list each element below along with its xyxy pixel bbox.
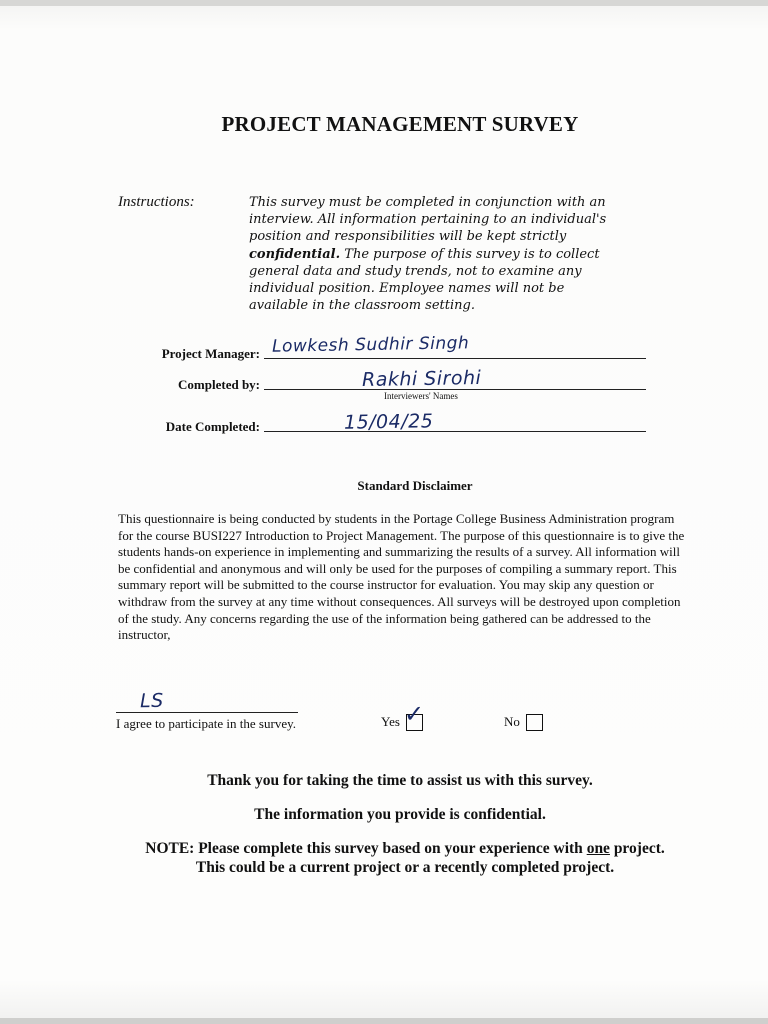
instructions-text-part2: The purpose of this survey is to collect general data and study trends, not to examine any individual position. Employee names will not be available in the classroom setting.: [249, 246, 600, 314]
confidential-text: The information you provide is confidential.: [254, 806, 546, 823]
interviewers-names-sublabel: Interviewers' Names: [384, 391, 458, 401]
no-checkbox[interactable]: [526, 714, 543, 731]
instructions-text: [249, 194, 619, 314]
project-manager-label: Project Manager:: [161, 346, 260, 361]
completed-by-value[interactable]: Rakhi Sirohi: [361, 366, 482, 392]
instructions-label: Instructions:: [118, 194, 195, 210]
consent-initials[interactable]: LS: [139, 689, 164, 713]
yes-label: Yes: [381, 714, 400, 729]
instructions-confidential: confidential.: [249, 246, 341, 262]
instructions-text-part1: This survey must be completed in conjunction with an interview. All information pertaining to an individual's position and responsibilities will be kept strictly: [249, 195, 607, 245]
project-manager-value[interactable]: Lowkesh Sudhir Singh: [271, 333, 470, 357]
no-label: No: [504, 714, 520, 729]
project-manager-line: [264, 358, 646, 359]
thank-you-text: Thank you for taking the time to assist us with this survey.: [207, 772, 593, 789]
note-emphasis: one: [586, 840, 610, 857]
date-completed-value[interactable]: 15/04/25: [343, 410, 434, 434]
note-text: [100, 840, 710, 877]
completed-by-label: Completed by:: [178, 377, 260, 392]
page-top-edge: [0, 0, 768, 6]
page-bottom-edge: [0, 1018, 768, 1024]
agree-label: I agree to participate in the survey.: [116, 716, 296, 731]
note-line-1: [100, 840, 710, 859]
date-completed-label: Date Completed:: [165, 419, 260, 434]
note-part2: project.: [609, 840, 665, 857]
initials-line: [116, 712, 298, 713]
yes-checkmark-icon: ✓: [404, 700, 425, 728]
note-line-2: This could be a current project or a recently completed project.: [195, 858, 615, 876]
disclaimer-title: Standard Disclaimer: [357, 478, 473, 493]
disclaimer-text: This questionnaire is being conducted by students in the Portage College Business Administration program for the course BUSI227 Introduction to Project Management. The purpose of this questionnaire is to give the students hands-on experience in implementing and summarizing the results of a survey. All information will be confidential and anonymous and will only be used for the purposes of compiling a summary report. This summary report will be submitted to the course instructor for evaluation. You may skip any question or withdraw from the survey at any time without consequences. All surveys will be destroyed upon completion of the study. Any concerns regarding the use of the information being gathered can be addressed to the instructor,: [118, 511, 685, 643]
date-completed-line: [264, 431, 646, 432]
note-part1: NOTE: Please complete this survey based on your experience with: [145, 840, 587, 857]
page-title: PROJECT MANAGEMENT SURVEY: [221, 112, 579, 136]
